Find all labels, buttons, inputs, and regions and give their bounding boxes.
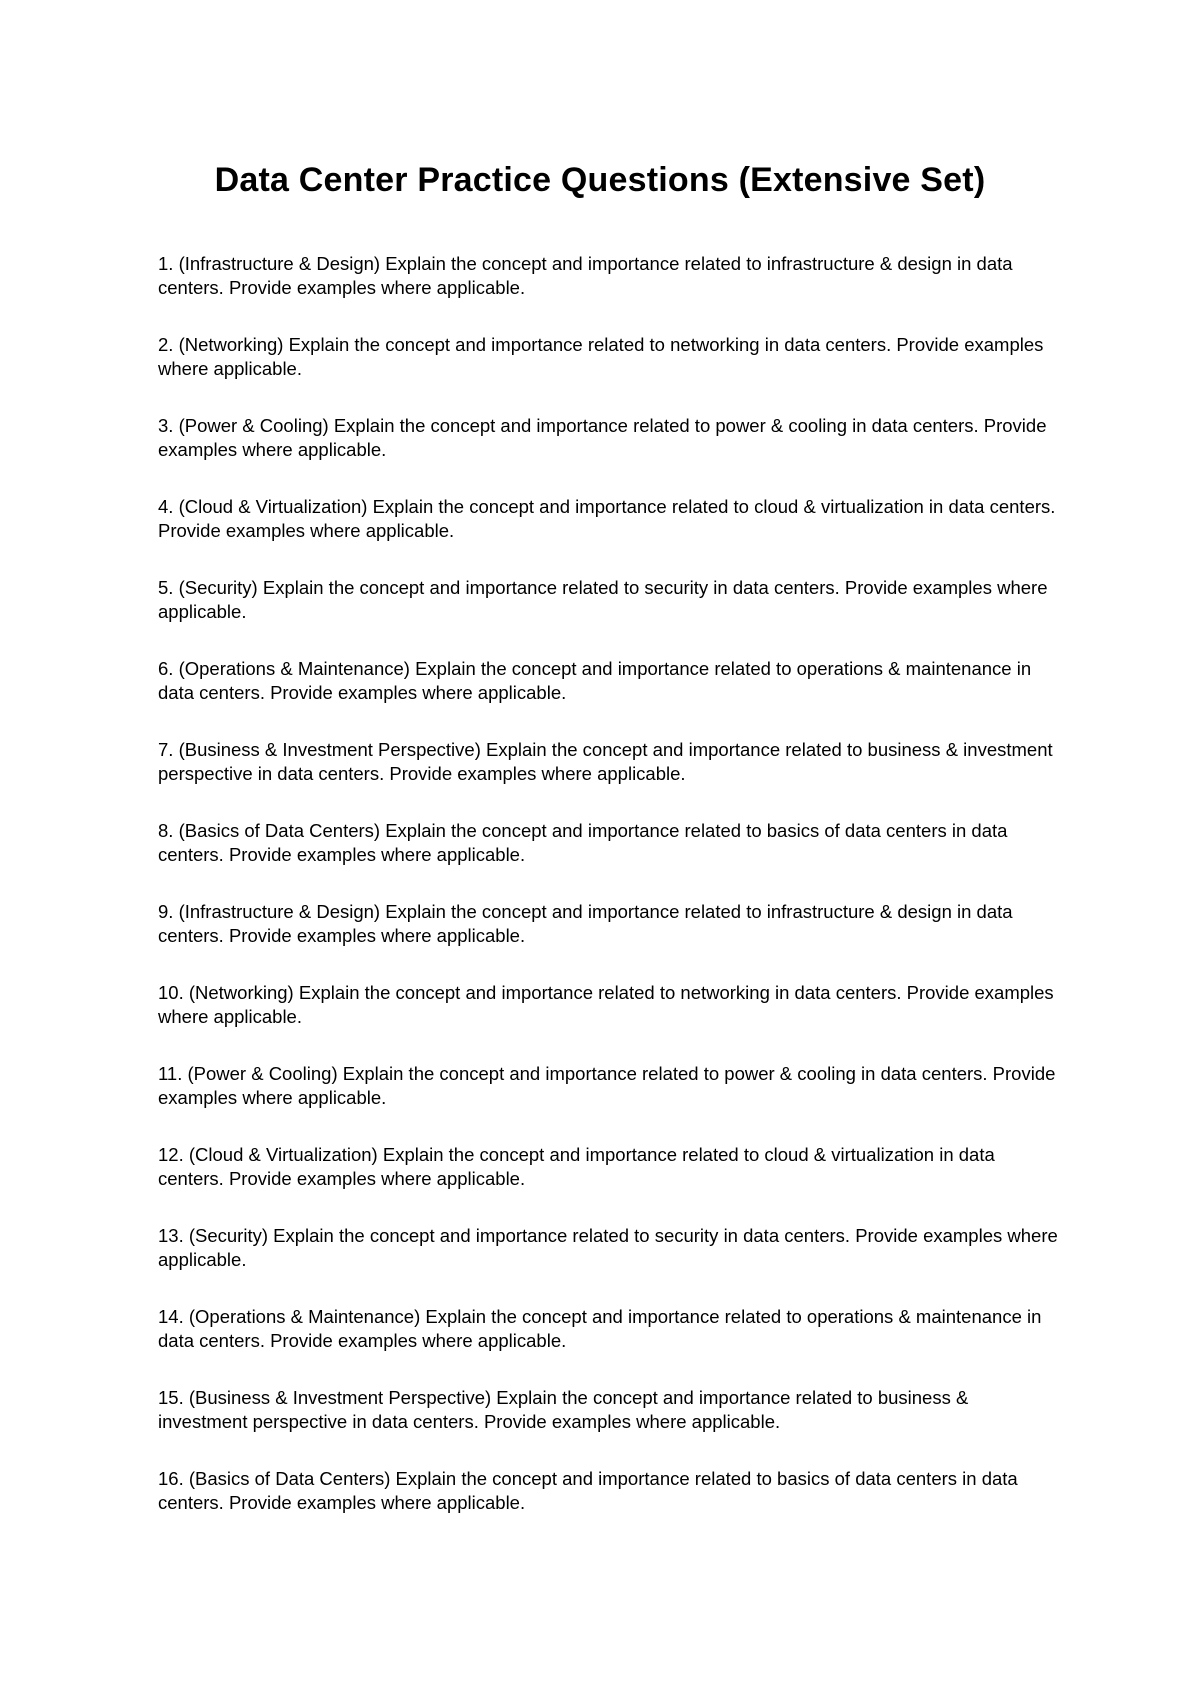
question-item-8: 8. (Basics of Data Centers) Explain the concept and importance related to basics of data centers in data centers. Provide examples where applicable. [158, 820, 1008, 865]
question-item-7: 7. (Business & Investment Perspective) Explain the concept and importance related to business & investment perspective in data centers. Provide examples where applicable. [158, 739, 1053, 784]
question-item-1: 1. (Infrastructure & Design) Explain the concept and importance related to infrastructure & design in data centers. Provide examples where applicable. [158, 253, 1013, 298]
question-item-5: 5. (Security) Explain the concept and importance related to security in data centers. Provide examples where applicable. [158, 577, 1048, 622]
question-item-11: 11. (Power & Cooling) Explain the concept and importance related to power & cooling in data centers. Provide examples where applicable. [158, 1063, 1056, 1108]
question-item-4: 4. (Cloud & Virtualization) Explain the concept and importance related to cloud & virtualization in data centers. Provide examples where applicable. [158, 496, 1056, 541]
question-item-13: 13. (Security) Explain the concept and importance related to security in data centers. Provide examples where applicable. [158, 1225, 1058, 1270]
question-item-15: 15. (Business & Investment Perspective) Explain the concept and importance related to business & investment perspective in data centers. Provide examples where applicable. [158, 1387, 969, 1432]
question-item-3: 3. (Power & Cooling) Explain the concept and importance related to power & cooling in data centers. Provide examples where applicable. [158, 415, 1047, 460]
question-list [158, 252, 1058, 1515]
question-item-12: 12. (Cloud & Virtualization) Explain the concept and importance related to cloud & virtualization in data centers. Provide examples where applicable. [158, 1144, 995, 1189]
question-item-2: 2. (Networking) Explain the concept and importance related to networking in data centers. Provide examples where applicable. [158, 334, 1044, 379]
page-title: Data Center Practice Questions (Extensive Set) [214, 161, 986, 199]
question-item-16: 16. (Basics of Data Centers) Explain the concept and importance related to basics of data centers in data centers. Provide examples where applicable. [158, 1468, 1018, 1513]
question-item-10: 10. (Networking) Explain the concept and importance related to networking in data centers. Provide examples where applicable. [158, 982, 1054, 1027]
question-item-6: 6. (Operations & Maintenance) Explain the concept and importance related to operations & maintenance in data centers. Provide examples where applicable. [158, 658, 1032, 703]
question-item-9: 9. (Infrastructure & Design) Explain the concept and importance related to infrastructure & design in data centers. Provide examples where applicable. [158, 901, 1013, 946]
question-item-14: 14. (Operations & Maintenance) Explain the concept and importance related to operations & maintenance in data centers. Provide examples where applicable. [158, 1306, 1042, 1351]
